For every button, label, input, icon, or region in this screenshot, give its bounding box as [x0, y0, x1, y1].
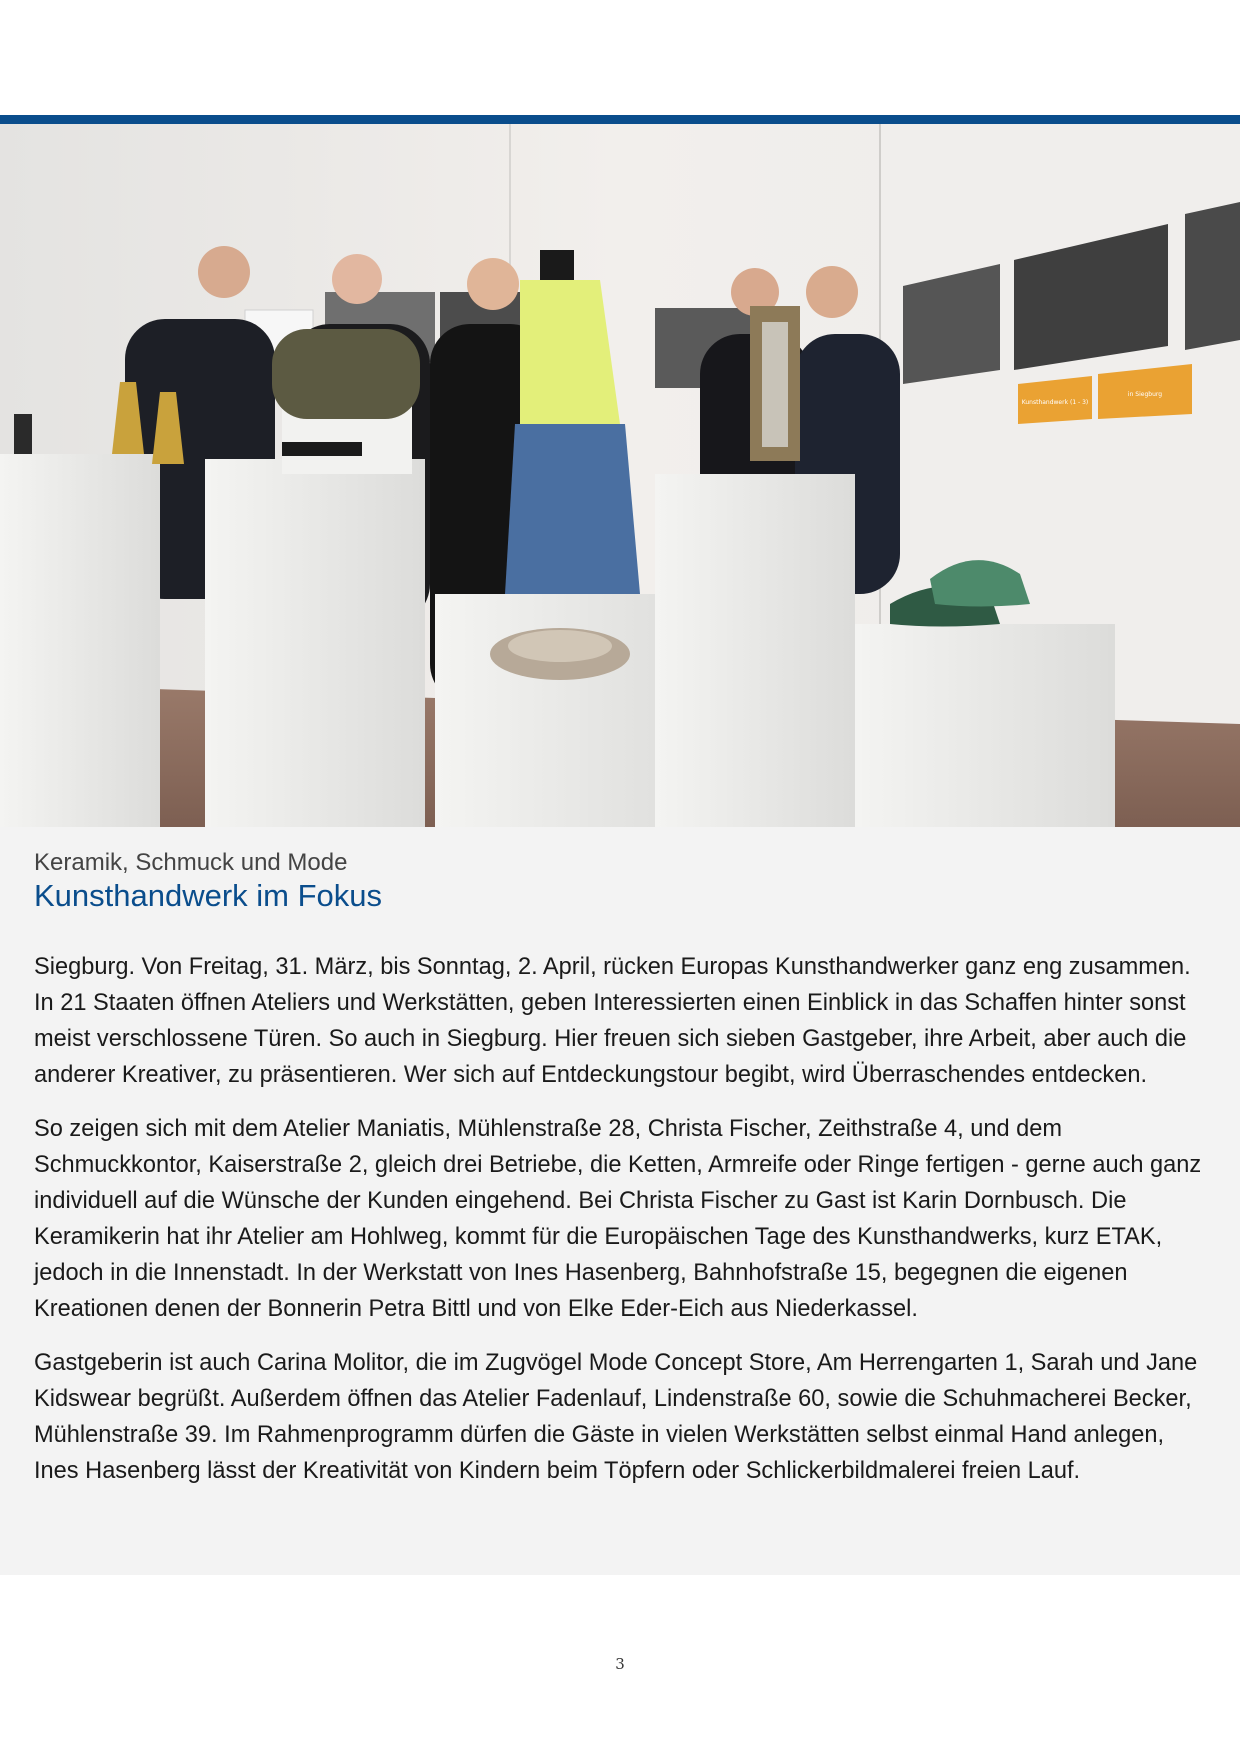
article: [0, 827, 1240, 1575]
article-kicker: Keramik, Schmuck und Mode: [34, 849, 348, 876]
top-accent-bar: [0, 115, 1240, 124]
exhibition-photo: [0, 124, 1240, 827]
page-number: 3: [615, 1655, 625, 1673]
poster-label: in Siegburg: [1127, 391, 1163, 398]
article-paragraph: Gastgeberin ist auch Carina Molitor, die im Zugvögel Mode Concept Store, Am Herrengarten 1, Sarah und Jane Kidswear begrüßt. Außerdem öffnen das Atelier Fadenlauf, Lindenstraße 60, sowie die Schuhmacherei Becker, Mühlenstraße 39. Im Rahmenprogramm dürfen die Gäste in vielen Werkstätten selbst einmal Hand anlegen, Ines Hasenberg lässt der Kreativität von Kindern beim Töpfern oder Schlickerbildmalerei freien Lauf.: [34, 1350, 1198, 1484]
article-body: [34, 949, 1214, 1507]
article-paragraph: So zeigen sich mit dem Atelier Maniatis, Mühlenstraße 28, Christa Fischer, Zeithstraße 4, und dem Schmuckkontor, Kaiserstraße 2, gleich drei Betriebe, die Ketten, Armreife oder Ringe fertigen - gerne auch ganz individuell auf die Wünsche der Kunden eingehend. Bei Christa Fischer zu Gast ist Karin Dornbusch. Die Keramikerin hat ihr Atelier am Hohlweg, kommt für die Europäischen Tage des Kunsthandwerks, kurz ETAK, jedoch in die Innenstadt. In der Werkstatt von Ines Hasenberg, Bahnhofstraße 15, begegnen die eigenen Kreationen denen der Bonnerin Petra Bittl und von Elke Eder-Eich aus Niederkassel.: [34, 1116, 1202, 1322]
poster-label: Kunsthandwerk (1 - 3): [1021, 399, 1089, 406]
article-paragraph: Siegburg. Von Freitag, 31. März, bis Sonntag, 2. April, rücken Europas Kunsthandwerker ganz eng zusammen. In 21 Staaten öffnen Ateliers und Werkstätten, geben Interessierten einen Einblick in das Schaffen hinter sonst meist verschlossene Türen. So auch in Siegburg. Hier freuen sich sieben Gastgeber, ihre Arbeit, aber auch die anderer Kreativer, zu präsentieren. Wer sich auf Entdeckungstour begibt, wird Überraschendes entdecken.: [34, 954, 1191, 1088]
article-headline: Kunsthandwerk im Fokus: [34, 878, 383, 913]
